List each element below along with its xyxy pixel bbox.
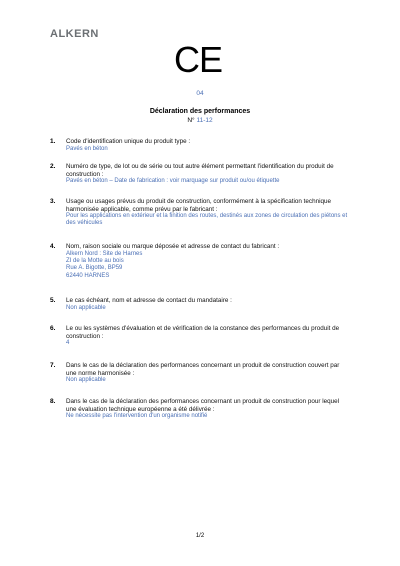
item-number: 1. [50, 138, 56, 145]
item-answer: Pour les applications en extérieur et la finition des routes, destinés aux zones de circulation des piétons et des véhicules [66, 213, 348, 227]
ce-mark: CE [174, 39, 223, 80]
logo-text: ALKERN [50, 28, 99, 40]
item-number: 4. [50, 243, 56, 250]
document-title: Déclaration des performances [149, 108, 251, 115]
item-answer: 4 [66, 340, 70, 346]
item-number: 6. [50, 325, 56, 332]
item-question: Dans le cas de la déclaration des performances concernant un produit de construction pour lequel une évaluation technique européenne a été délivrée : [66, 398, 340, 413]
item-answer: Rue A. Bigotte, BP59 [66, 265, 123, 272]
item-question: Usage ou usages prévus du produit de construction, conformément à la spécification technique harmonisée applicable, comme prévu par le fabricant : [66, 198, 331, 213]
item-answer: ZI de la Motte au bois [66, 257, 124, 264]
item-answer: Pavés en béton [66, 145, 108, 152]
item-number: 2. [50, 163, 56, 170]
item-question: Le cas échéant, nom et adresse de contact du mandataire : [66, 297, 232, 304]
item-answer: Non applicable [66, 304, 106, 311]
alkern-logo [50, 28, 99, 40]
item-question: Dans le cas de la déclaration des performances concernant un produit de construction couvert par une norme harmonisée : [66, 362, 340, 377]
item-number: 5. [50, 297, 56, 304]
item-answer: 62440 HARNES [66, 272, 110, 279]
item-number: 3. [50, 198, 56, 205]
number-value: 11-12 [196, 117, 213, 124]
item-question: Le ou les systèmes d'évaluation et de vérification de la constance des performances du produit de construction : [66, 325, 340, 340]
ce-year: 04 [196, 90, 204, 97]
item-answer: Ne nécessite pas l'intervention d'un organisme notifié [66, 413, 208, 419]
item-number: 7. [50, 362, 56, 369]
item-question: Numéro de type, de lot ou de série ou tout autre élément permettant l'identification du produit de construction : [66, 163, 334, 178]
item-question: Code d'identification unique du produit type : [66, 138, 191, 145]
item-answer: Alkern Nord : Site de Harnes [66, 250, 143, 257]
item-number: 8. [50, 398, 56, 405]
declaration-number [0, 117, 400, 124]
item-question: Nom, raison sociale ou marque déposée et adresse de contact du fabricant : [66, 243, 280, 250]
item-answer: Non applicable [66, 377, 106, 383]
item-answer: Pavés en béton – Date de fabrication : voir marquage sur produit ou/ou étiquette [66, 178, 280, 184]
page-number: 1/2 [195, 533, 205, 539]
number-label: N° [187, 117, 195, 124]
